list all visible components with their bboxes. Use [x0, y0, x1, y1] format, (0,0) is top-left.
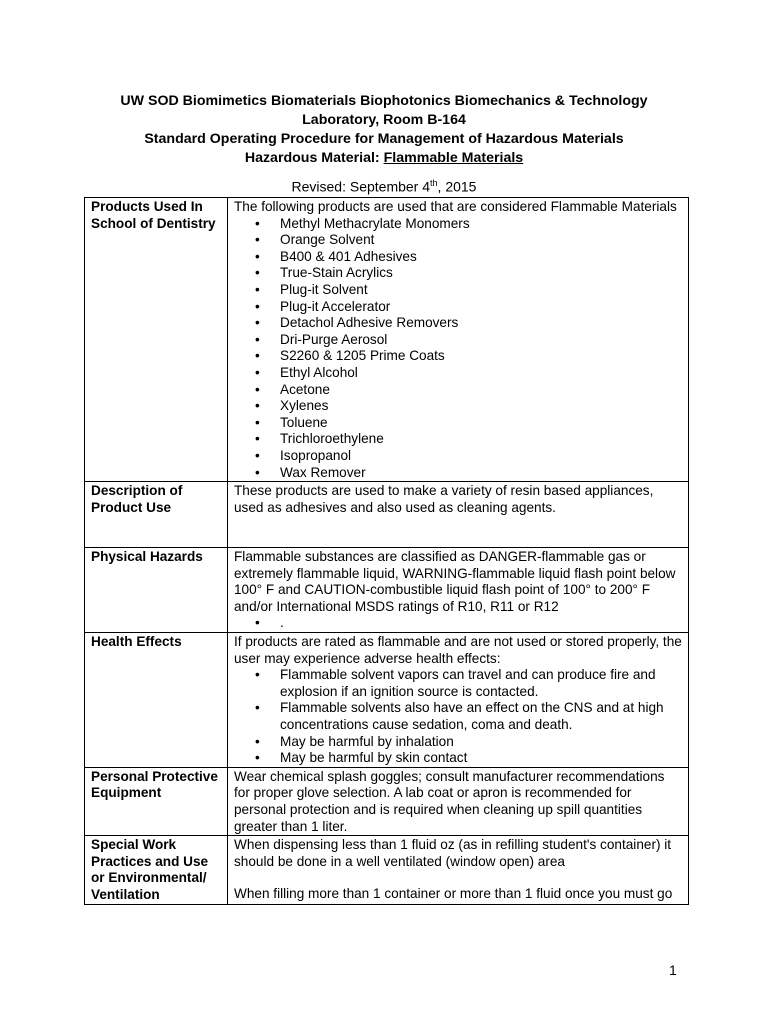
row-label-health-effects: Health Effects: [85, 633, 228, 768]
list-item: • Dri-Purge Aerosol: [280, 332, 684, 349]
table-row-health-effects: [85, 633, 689, 768]
products-list: [234, 216, 684, 482]
list-item: • Xylenes: [280, 398, 684, 415]
special-work-paragraph-2: When filling more than 1 container or more than 1 fluid once you must go: [234, 886, 673, 902]
health-effects-list: [234, 667, 684, 767]
list-item: • Flammable solvent vapors can travel and can produce fire and explosion if an ignition source is contacted.: [280, 667, 684, 700]
list-item: • Trichloroethylene: [280, 431, 684, 448]
row-content-description: These products are used to make a variety of resin based appliances, used as adhesives and also used as cleaning agents.: [228, 482, 689, 548]
header-line-2: Laboratory, Room B-164: [302, 112, 466, 128]
list-item: • Plug-it Solvent: [280, 282, 684, 299]
page-number: 1: [669, 962, 677, 978]
list-item: • May be harmful by skin contact: [280, 750, 684, 767]
list-item: • B400 & 401 Adhesives: [280, 249, 684, 266]
hazardous-material-name: Flammable Materials: [383, 150, 524, 166]
list-item: • Flammable solvents also have an effect on the CNS and at high concentrations cause sedation, coma and death.: [280, 700, 684, 733]
table-row-products: [85, 198, 689, 482]
table-row-special-work-practices: [85, 836, 689, 904]
list-item: • Detachol Adhesive Removers: [280, 315, 684, 332]
list-item: • S2260 & 1205 Prime Coats: [280, 348, 684, 365]
table-row-ppe: [85, 767, 689, 835]
row-content-health-effects: [228, 633, 689, 768]
list-item: • Isopropanol: [280, 448, 684, 465]
list-item: • Wax Remover: [280, 465, 684, 482]
physical-hazards-list: [234, 615, 684, 632]
row-label-ppe: Personal Protective Equipment: [85, 767, 228, 835]
health-effects-intro: If products are rated as flammable and are not used or stored properly, the user may experience adverse health effects:: [234, 634, 682, 666]
row-content-products: [228, 198, 689, 482]
table-row-physical-hazards: [85, 548, 689, 633]
revised-date: Revised: September 4th, 2015: [291, 178, 477, 195]
list-item: • Acetone: [280, 382, 684, 399]
header-line-1: UW SOD Biomimetics Biomaterials Biophotonics Biomechanics & Technology: [120, 93, 648, 109]
list-item: • May be harmful by inhalation: [280, 734, 684, 751]
row-content-special-work-practices: [228, 836, 689, 904]
list-item: • Methyl Methacrylate Monomers: [280, 216, 684, 233]
sop-table: [84, 197, 689, 905]
row-content-physical-hazards: [228, 548, 689, 633]
list-item: • .: [280, 615, 684, 632]
list-item: • True-Stain Acrylics: [280, 265, 684, 282]
row-content-ppe: Wear chemical splash goggles; consult manufacturer recommendations for proper glove selection. A lab coat or apron is recommended for personal protection and is required when cleaning up spill quantities greater than 1 liter.: [228, 767, 689, 835]
special-work-paragraph-1: When dispensing less than 1 fluid oz (as in refilling student's container) it should be done in a well ventilated (window open) area: [234, 837, 672, 869]
table-row-description: [85, 482, 689, 548]
list-item: • Orange Solvent: [280, 232, 684, 249]
row-label-special-work-practices: Special Work Practices and Use or Environmental/ Ventilation: [85, 836, 228, 904]
header-line-3: Standard Operating Procedure for Management of Hazardous Materials: [144, 131, 624, 147]
list-item: • Plug-it Accelerator: [280, 299, 684, 316]
physical-hazards-text: Flammable substances are classified as DANGER-flammable gas or extremely flammable liquid, WARNING-flammable liquid flash point below 100° F and CAUTION-combustible liquid flash point of 100° to 200° F and/or International MSDS ratings of R10, R11 or R12: [234, 549, 676, 614]
row-label-description: Description of Product Use: [85, 482, 228, 548]
row-label-products: Products Used In School of Dentistry: [85, 198, 228, 482]
header-line-4: [0, 149, 768, 168]
document-header: [0, 92, 768, 168]
list-item: • Toluene: [280, 415, 684, 432]
list-item: • Ethyl Alcohol: [280, 365, 684, 382]
products-intro: The following products are used that are considered Flammable Materials: [234, 199, 677, 214]
row-label-physical-hazards: Physical Hazards: [85, 548, 228, 633]
hazardous-material-label: Hazardous Material:: [244, 150, 384, 166]
